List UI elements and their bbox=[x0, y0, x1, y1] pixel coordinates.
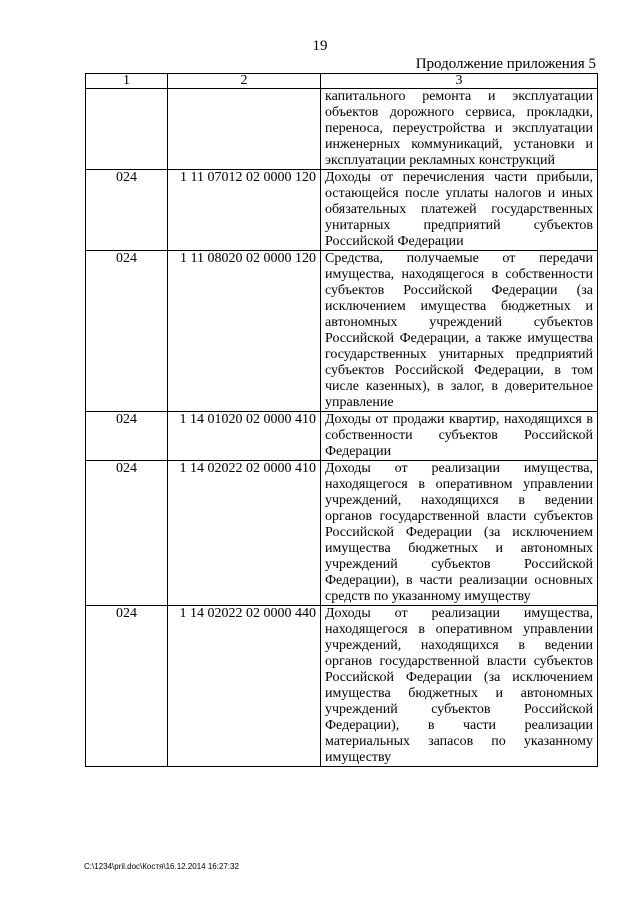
admin-code-cell: 024 bbox=[86, 606, 168, 767]
file-path-footer: C:\1234\pril.doc\Костя\16.12.2014 16:27:32 bbox=[84, 862, 239, 871]
income-code-cell: 1 11 07012 02 0000 120 bbox=[168, 170, 321, 251]
income-codes-table bbox=[85, 73, 598, 767]
table-row bbox=[86, 89, 598, 170]
table-row bbox=[86, 412, 598, 461]
description-cell: капитального ремонта и эксплуатации объектов дорожного сервиса, прокладки, переноса, переустройства и эксплуатации инженерных коммуникаций, установки и эксплуатации рекламных конструкций bbox=[321, 89, 598, 170]
table-row bbox=[86, 251, 598, 412]
admin-code-cell: 024 bbox=[86, 461, 168, 606]
page-number: 19 bbox=[312, 38, 328, 54]
income-code-cell: 1 14 01020 02 0000 410 bbox=[168, 412, 321, 461]
description-cell: Доходы от реализации имущества, находящегося в оперативном управлении учреждений, находящихся в ведении органов государственной власти субъектов Российской Федерации (за исключением имущества бюджетных и автономных учреждений субъектов Российской Федерации), в части реализации основных средств по указанному имуществу bbox=[321, 461, 598, 606]
header-col-1: 1 bbox=[86, 74, 168, 89]
header-col-3: 3 bbox=[321, 74, 598, 89]
table-row bbox=[86, 606, 598, 767]
income-code-cell: 1 14 02022 02 0000 410 bbox=[168, 461, 321, 606]
admin-code-cell: 024 bbox=[86, 170, 168, 251]
description-cell: Средства, получаемые от передачи имущества, находящегося в собственности субъектов Российской Федерации (за исключением имущества бюджетных и автономных учреждений субъектов Российской Федерации, а также имущества государственных унитарных предприятий субъектов Российской Федерации, в том числе казенных), в залог, в доверительное управление bbox=[321, 251, 598, 412]
continuation-label: Продолжение приложения 5 bbox=[415, 56, 596, 72]
header-col-2: 2 bbox=[168, 74, 321, 89]
income-code-cell: 1 11 08020 02 0000 120 bbox=[168, 251, 321, 412]
admin-code-cell: 024 bbox=[86, 412, 168, 461]
table-row bbox=[86, 461, 598, 606]
income-code-cell bbox=[168, 89, 321, 170]
table-header-row bbox=[86, 74, 598, 89]
description-cell: Доходы от перечисления части прибыли, остающейся после уплаты налогов и иных обязательных платежей государственных унитарных предприятий субъектов Российской Федерации bbox=[321, 170, 598, 251]
description-cell: Доходы от продажи квартир, находящихся в собственности субъектов Российской Федерации bbox=[321, 412, 598, 461]
admin-code-cell: 024 bbox=[86, 251, 168, 412]
admin-code-cell bbox=[86, 89, 168, 170]
description-cell: Доходы от реализации имущества, находящегося в оперативном управлении учреждений, находящихся в ведении органов государственной власти субъектов Российской Федерации (за исключением имущества бюджетных и автономных учреждений субъектов Российской Федерации), в части реализации материальных запасов по указанному имуществу bbox=[321, 606, 598, 767]
table-row bbox=[86, 170, 598, 251]
income-code-cell: 1 14 02022 02 0000 440 bbox=[168, 606, 321, 767]
